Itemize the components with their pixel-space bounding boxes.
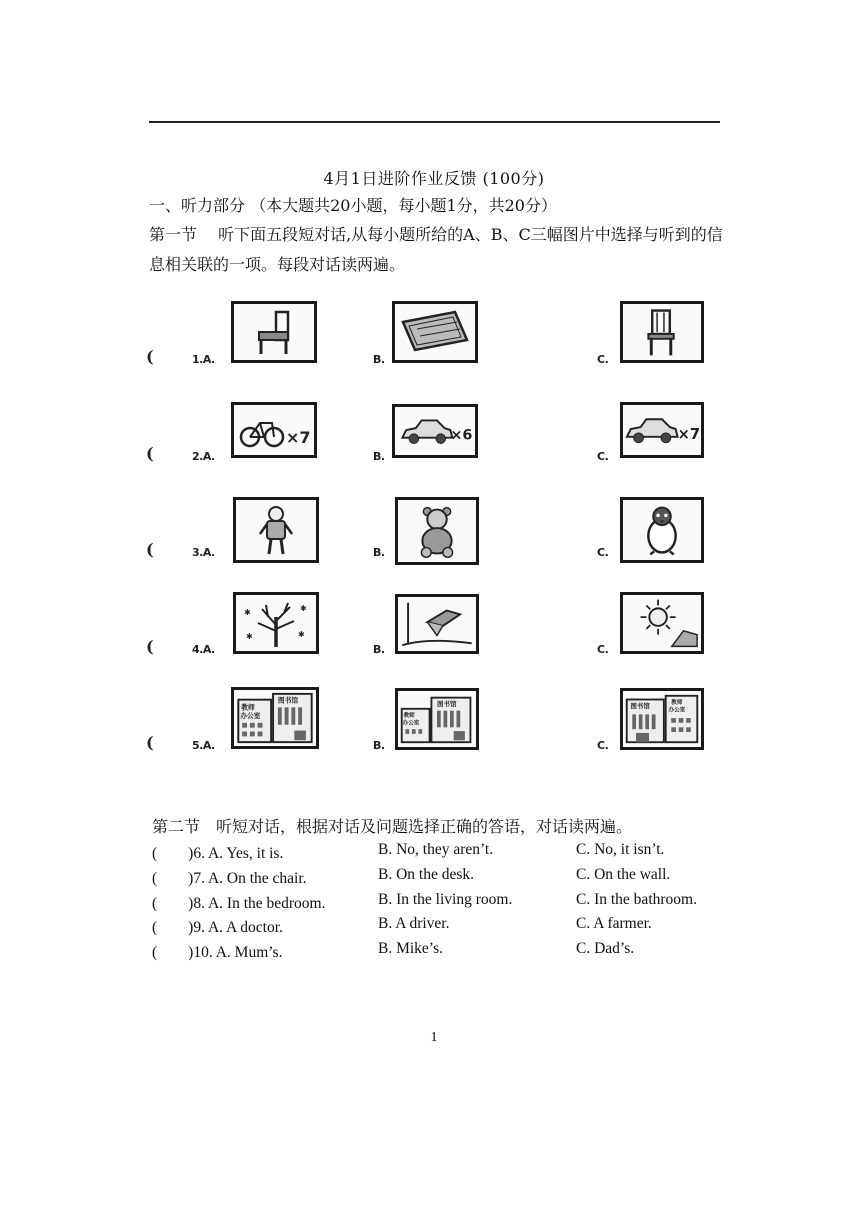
q3-option-a-image[interactable] bbox=[233, 497, 319, 563]
car-icon bbox=[395, 407, 475, 455]
answer-paren: ( bbox=[146, 347, 154, 366]
svg-text:图书馆: 图书馆 bbox=[630, 701, 650, 710]
q1-label: 1.A. bbox=[192, 353, 215, 366]
q7-option-a[interactable]: ( )7. A. On the chair. bbox=[152, 870, 307, 887]
svg-text:办公室: 办公室 bbox=[402, 720, 420, 727]
q8-option-a[interactable]: ( )8. A. In the bedroom. bbox=[152, 895, 326, 912]
buildings-icon bbox=[398, 691, 476, 747]
kite-icon bbox=[398, 597, 476, 651]
part1-instruction-line2: 息相关联的一项。每段对话读两遍。 bbox=[149, 255, 406, 274]
page-title: 4月1日进阶作业反馈 (100分) bbox=[323, 169, 545, 188]
q5-option-b-image[interactable] bbox=[395, 688, 479, 750]
q10-option-c[interactable]: C. Dad’s. bbox=[576, 940, 635, 957]
q4-option-b-image[interactable] bbox=[395, 594, 479, 654]
sun-icon bbox=[623, 595, 701, 651]
q6-option-c[interactable]: C. No, it isn’t. bbox=[576, 841, 665, 858]
q1-option-c-image[interactable] bbox=[620, 301, 704, 363]
q10-option-a[interactable]: ( )10. A. Mum’s. bbox=[152, 944, 283, 961]
svg-text:图书馆: 图书馆 bbox=[277, 696, 299, 705]
q1-option-a-image[interactable] bbox=[231, 301, 317, 363]
q1-option-b-image[interactable] bbox=[392, 301, 478, 363]
q5-c-label: C. bbox=[597, 739, 609, 752]
q9-option-c[interactable]: C. A farmer. bbox=[576, 915, 652, 932]
bare-tree-snow-icon bbox=[236, 595, 316, 651]
q7-option-b[interactable]: B. On the desk. bbox=[378, 866, 475, 883]
svg-text:×7: ×7 bbox=[286, 428, 311, 447]
q3-c-label: C. bbox=[597, 546, 609, 559]
svg-text:办公室: 办公室 bbox=[240, 712, 261, 720]
q4-b-label: B. bbox=[373, 643, 385, 656]
svg-text:✱: ✱ bbox=[300, 604, 307, 613]
section2-heading: 第二节 听短对话，根据对话及问题选择正确的答语，对话读两遍。 bbox=[152, 817, 633, 836]
q6-option-a[interactable]: ( )6. A. Yes, it is. bbox=[152, 845, 284, 862]
q4-label: 4.A. bbox=[192, 643, 215, 656]
svg-text:×7: ×7 bbox=[677, 425, 701, 443]
svg-text:教师: 教师 bbox=[241, 703, 255, 712]
q8-option-c[interactable]: C. In the bathroom. bbox=[576, 891, 697, 908]
answer-paren: ( bbox=[146, 444, 154, 463]
answer-paren: ( bbox=[146, 637, 154, 656]
q3-b-label: B. bbox=[373, 546, 385, 559]
part1-instruction-line1: 第一节 听下面五段短对话,从每小题所给的A、B、C三幅图片中选择与听到的信 bbox=[149, 225, 723, 244]
q5-option-a-image[interactable] bbox=[231, 687, 319, 749]
svg-text:✱: ✱ bbox=[244, 608, 251, 617]
svg-text:教师: 教师 bbox=[671, 700, 683, 707]
q8-option-b[interactable]: B. In the living room. bbox=[378, 891, 513, 908]
svg-text:教师: 教师 bbox=[403, 713, 415, 720]
header-rule bbox=[149, 121, 720, 123]
svg-text:✱: ✱ bbox=[246, 632, 253, 641]
q1-c-label: C. bbox=[597, 353, 609, 366]
q7-option-c[interactable]: C. On the wall. bbox=[576, 866, 671, 883]
q2-label: 2.A. bbox=[192, 450, 215, 463]
q2-c-label: C. bbox=[597, 450, 609, 463]
chair-icon bbox=[623, 304, 701, 360]
q4-option-c-image[interactable] bbox=[620, 592, 704, 654]
q3-option-b-image[interactable] bbox=[395, 497, 479, 565]
q10-option-b[interactable]: B. Mike’s. bbox=[378, 940, 444, 957]
q1-b-label: B. bbox=[373, 353, 385, 366]
q5-option-c-image[interactable] bbox=[620, 688, 704, 750]
section1-heading: 一、听力部分 （本大题共20小题，每小题1分，共20分） bbox=[149, 196, 557, 215]
q2-option-b-image[interactable] bbox=[392, 404, 478, 458]
chair-icon bbox=[234, 304, 314, 360]
boy-icon bbox=[236, 500, 316, 560]
svg-text:图书馆: 图书馆 bbox=[437, 700, 457, 708]
q4-option-a-image[interactable] bbox=[233, 592, 319, 654]
q3-option-c-image[interactable] bbox=[620, 497, 704, 563]
q2-b-label: B. bbox=[373, 450, 385, 463]
q6-option-b[interactable]: B. No, they aren’t. bbox=[378, 841, 494, 858]
q5-label: 5.A. bbox=[192, 739, 215, 752]
svg-text:×6: ×6 bbox=[450, 427, 473, 444]
q5-b-label: B. bbox=[373, 739, 385, 752]
svg-text:✱: ✱ bbox=[298, 630, 305, 639]
bicycle-icon bbox=[234, 405, 314, 455]
bear-icon bbox=[398, 500, 476, 562]
q4-c-label: C. bbox=[597, 643, 609, 656]
penguin-icon bbox=[623, 500, 701, 560]
car-icon bbox=[623, 405, 701, 455]
buildings-icon bbox=[623, 691, 701, 747]
page-number: 1 bbox=[430, 1030, 438, 1045]
q9-option-b[interactable]: B. A driver. bbox=[378, 915, 450, 932]
q9-option-a[interactable]: ( )9. A. A doctor. bbox=[152, 919, 283, 936]
q3-label: 3.A. bbox=[192, 546, 215, 559]
buildings-icon bbox=[234, 690, 316, 746]
svg-text:办公室: 办公室 bbox=[668, 707, 686, 714]
q2-option-c-image[interactable] bbox=[620, 402, 704, 458]
q2-option-a-image[interactable] bbox=[231, 402, 317, 458]
answer-paren: ( bbox=[146, 733, 154, 752]
answer-paren: ( bbox=[146, 540, 154, 559]
keyboard-icon bbox=[395, 304, 475, 360]
